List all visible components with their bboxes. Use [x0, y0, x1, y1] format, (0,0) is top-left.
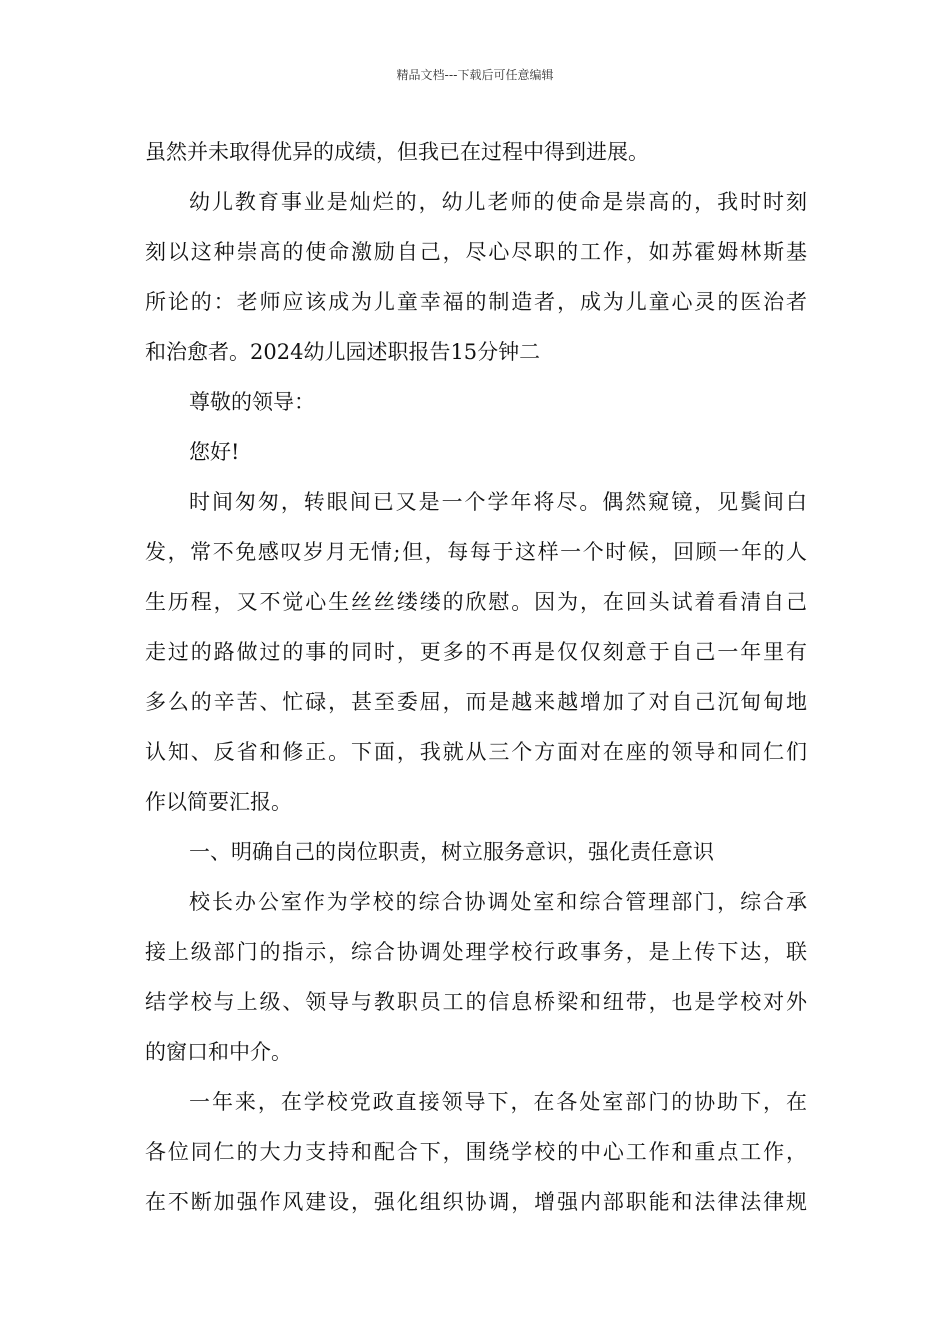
document-body	[145, 127, 807, 1227]
text-line: 发，常不免感叹岁月无情;但，每每于这样一个时候，回顾一年的人	[145, 540, 807, 564]
text-line: 在不断加强作风建设，强化组织协调，增强内部职能和法律法律规	[145, 1190, 807, 1214]
text-line: 您好!	[189, 440, 240, 464]
text-line: 生历程，又不觉心生丝丝缕缕的欣慰。因为，在回头试着看清自己	[145, 590, 807, 614]
text-line: 作以简要汇报。	[145, 790, 292, 814]
text-line: 和治愈者。2024幼儿园述职报告15分钟二	[145, 340, 541, 364]
text-line: 结学校与上级、领导与教职员工的信息桥梁和纽带，也是学校对外	[145, 990, 807, 1014]
text-line: 所论的：老师应该成为儿童幸福的制造者，成为儿童心灵的医治者	[145, 290, 807, 314]
text-line: 校长办公室作为学校的综合协调处室和综合管理部门，综合承	[189, 890, 807, 914]
text-line: 一年来，在学校党政直接领导下，在各处室部门的协助下，在	[189, 1090, 807, 1114]
text-line: 刻以这种崇高的使命激励自己，尽心尽职的工作，如苏霍姆林斯基	[145, 240, 807, 264]
text-line: 时间匆匆，转眼间已又是一个学年将尽。偶然窥镜，见鬓间白	[189, 490, 807, 514]
text-line: 一、明确自己的岗位职责，树立服务意识，强化责任意识	[189, 840, 714, 864]
text-line: 认知、反省和修正。下面，我就从三个方面对在座的领导和同仁们	[145, 740, 807, 764]
text-line: 虽然并未取得优异的成绩，但我已在过程中得到进展。	[145, 140, 649, 164]
text-line: 多么的辛苦、忙碌，甚至委屈，而是越来越增加了对自己沉甸甸地	[145, 690, 807, 714]
text-line: 各位同仁的大力支持和配合下，围绕学校的中心工作和重点工作，	[145, 1140, 807, 1164]
text-line: 幼儿教育事业是灿烂的，幼儿老师的使命是崇高的，我时时刻	[189, 190, 807, 214]
page-header: 精品文档---下载后可任意编辑	[396, 68, 554, 82]
text-line: 接上级部门的指示，综合协调处理学校行政事务，是上传下达，联	[145, 940, 807, 964]
text-line: 走过的路做过的事的同时，更多的不再是仅仅刻意于自己一年里有	[145, 640, 807, 664]
text-line: 的窗口和中介。	[145, 1040, 292, 1064]
text-line: 尊敬的领导：	[189, 390, 315, 414]
